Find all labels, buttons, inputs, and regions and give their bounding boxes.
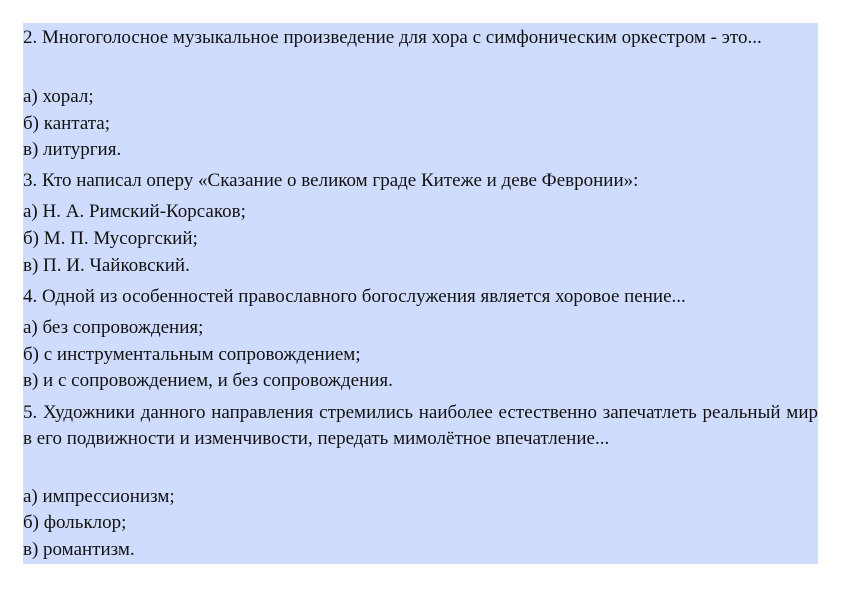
question-5-option-c: в) романтизм.: [23, 539, 135, 560]
question-3-option-b: б) М. П. Мусоргский;: [23, 228, 198, 249]
question-5-text: 5. Художники данного направления стремились наиболее естественно запечатлеть реальный мир в его подвижности и изменчивости, передать мимолётное впечатление...: [23, 402, 818, 449]
question-2-option-b: б) кантата;: [23, 113, 111, 134]
question-3-option-c: в) П. И. Чайковский.: [23, 255, 190, 276]
question-2-option-a: а) хорал;: [23, 86, 94, 107]
question-5-option-a: а) импрессионизм;: [23, 486, 175, 507]
question-5-option-b: б) фольклор;: [23, 512, 127, 533]
question-4-option-c: в) и с сопровождением, и без сопровождения.: [23, 370, 393, 391]
question-2-text: 2. Многоголосное музыкальное произведение для хора с симфоническим оркестром - это...: [23, 27, 762, 48]
question-2-option-c: в) литургия.: [23, 139, 122, 160]
question-4-option-a: а) без сопровождения;: [23, 317, 204, 338]
question-4-option-b: б) с инструментальным сопровождением;: [23, 344, 361, 365]
question-4-text: 4. Одной из особенностей православного богослужения является хоровое пение...: [23, 286, 686, 307]
question-3-option-a: а) Н. А. Римский-Корсаков;: [23, 201, 246, 222]
question-3-text: 3. Кто написал оперу «Сказание о великом граде Китеже и деве Февронии»:: [23, 170, 639, 191]
quiz-sheet: [23, 23, 818, 564]
